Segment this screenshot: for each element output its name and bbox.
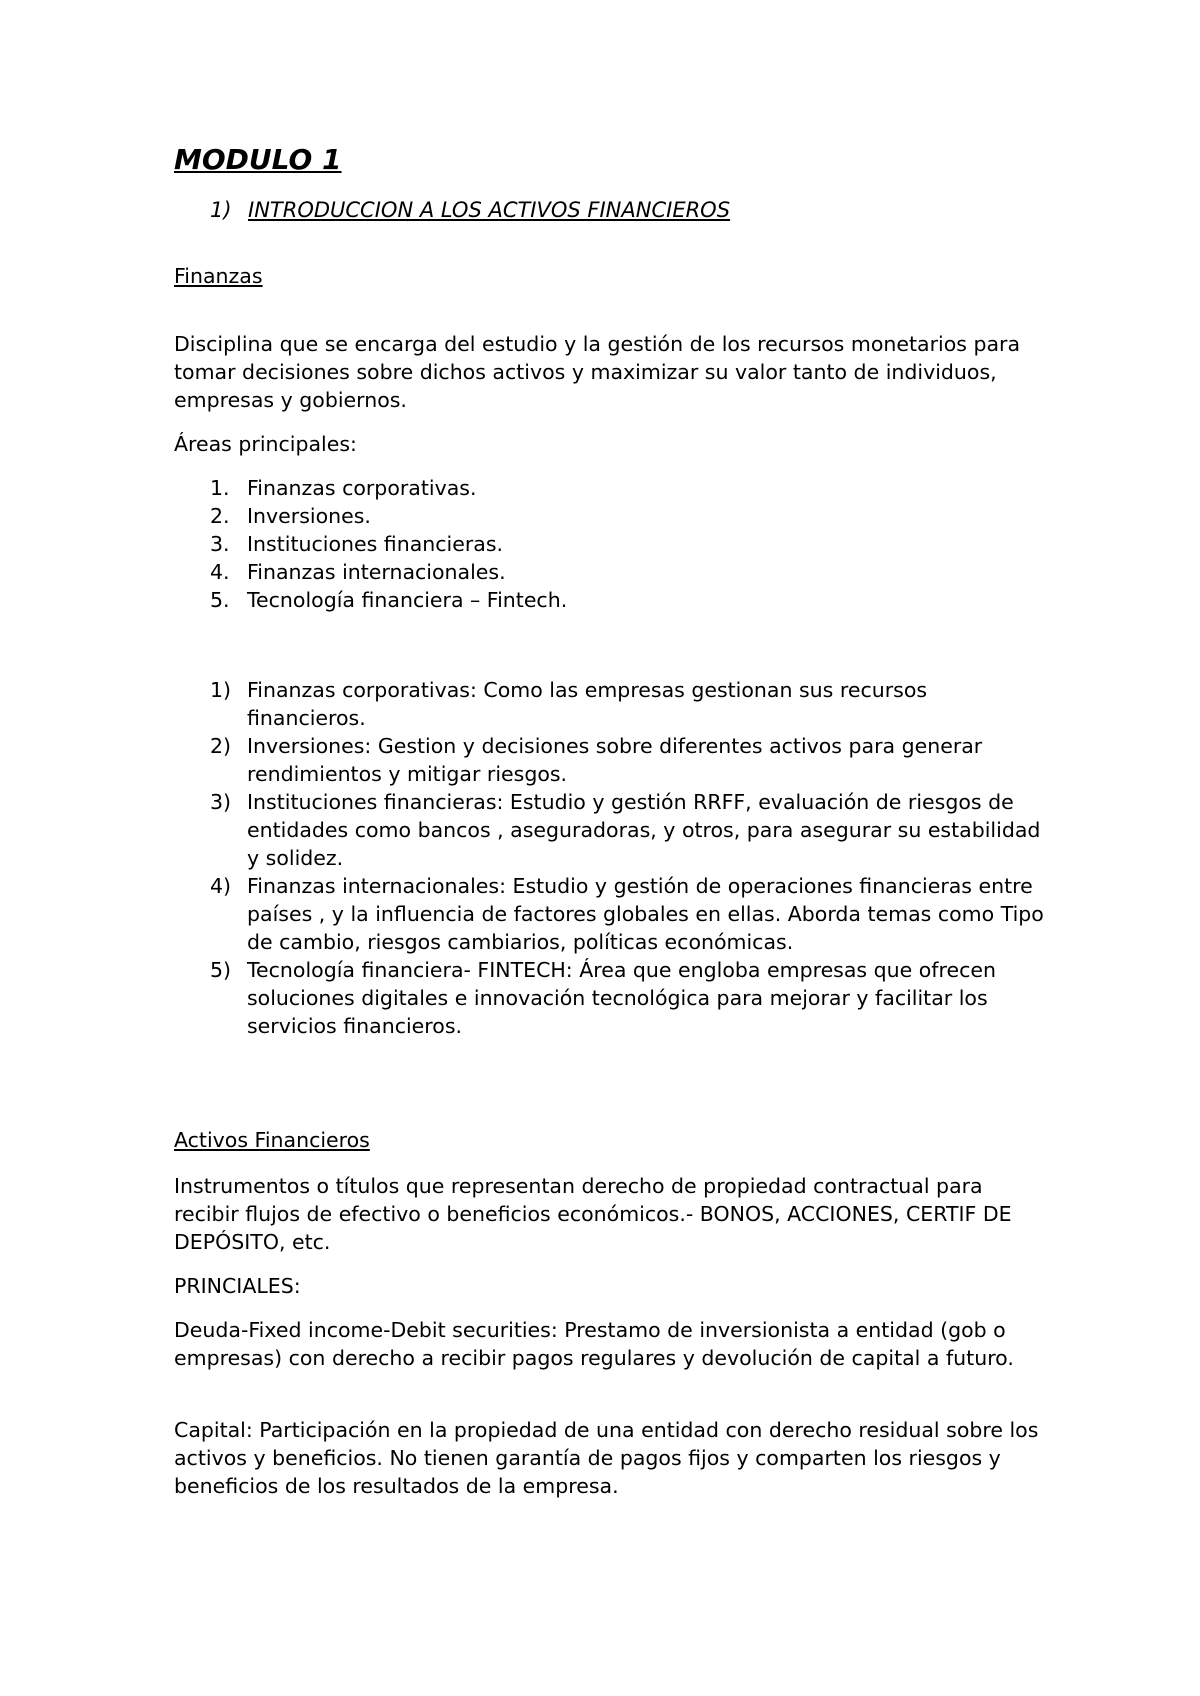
list-item-text: Finanzas internacionales. xyxy=(247,560,506,584)
capital-paragraph: Capital: Participación en la propiedad de una entidad con derecho residual sobre los activos y beneficios. No tienen garantía de pagos fijos y comparten los riesgos y beneficios de los resultados de la empresa. xyxy=(174,1418,1039,1498)
finanzas-definition-block xyxy=(174,330,1046,414)
list-marker: 2. xyxy=(210,504,230,528)
list-item-text: Inversiones. xyxy=(247,504,371,528)
finanzas-heading-block xyxy=(174,262,1054,290)
principales-label-block xyxy=(174,1272,1054,1300)
activos-heading-block xyxy=(174,1126,1054,1154)
list-marker: 5) xyxy=(210,958,232,982)
list-item-text: Inversiones: Gestion y decisiones sobre diferentes activos para generar rendimientos y mitigar riesgos. xyxy=(247,734,983,786)
finanzas-definition: Disciplina que se encarga del estudio y la gestión de los recursos monetarios para tomar decisiones sobre dichos activos y maximizar su valor tanto de individuos, empresas y gobiernos. xyxy=(174,332,1021,412)
list-item xyxy=(174,788,1046,872)
deuda-block xyxy=(174,1316,1046,1372)
areas-label: Áreas principales: xyxy=(174,432,357,456)
list-item xyxy=(174,558,1054,586)
list-marker: 1) xyxy=(210,678,232,702)
list-item-text: Finanzas internacionales: Estudio y gestión de operaciones financieras entre países , y la influencia de factores globales en ellas. Aborda temas como Tipo de cambio, riesgos cambiarios, políticas económicas. xyxy=(247,874,1044,954)
list-marker: 5. xyxy=(210,588,230,612)
activos-definition: Instrumentos o títulos que representan derecho de propiedad contractual para recibir flujos de efectivo o beneficios económicos.- BONOS, ACCIONES, CERTIF DE DEPÓSITO, etc. xyxy=(174,1174,1012,1254)
page-title: MODULO 1 xyxy=(174,143,342,176)
areas-label-block xyxy=(174,430,1054,458)
list-item xyxy=(174,530,1054,558)
finanzas-heading: Finanzas xyxy=(174,264,263,288)
subtitle-text: INTRODUCCION A LOS ACTIVOS FINANCIEROS xyxy=(248,198,731,222)
list-marker: 3. xyxy=(210,532,230,556)
list-item xyxy=(174,732,1046,788)
areas-list xyxy=(174,474,1054,614)
deuda-paragraph: Deuda-Fixed income-Debit securities: Prestamo de inversionista a entidad (gob o empresas) con derecho a recibir pagos regulares y devolución de capital a futuro. xyxy=(174,1318,1014,1370)
list-item xyxy=(174,586,1054,614)
activos-definition-block xyxy=(174,1172,1046,1256)
list-item xyxy=(174,872,1046,956)
principales-label: PRINCIALES: xyxy=(174,1274,301,1298)
list-marker: 3) xyxy=(210,790,232,814)
details-list xyxy=(174,676,1046,1040)
list-marker: 2) xyxy=(210,734,232,758)
activos-heading: Activos Financieros xyxy=(174,1128,370,1152)
capital-block xyxy=(174,1416,1046,1500)
list-item xyxy=(174,502,1054,530)
list-item-text: Tecnología financiera – Fintech. xyxy=(247,588,568,612)
list-item xyxy=(174,956,1046,1040)
list-item-text: Finanzas corporativas: Como las empresas gestionan sus recursos financieros. xyxy=(247,678,928,730)
list-marker: 4. xyxy=(210,560,230,584)
list-marker: 1. xyxy=(210,476,230,500)
list-item-text: Instituciones financieras: Estudio y gestión RRFF, evaluación de riesgos de entidades como bancos , aseguradoras, y otros, para asegurar su estabilidad y solidez. xyxy=(247,790,1041,870)
list-item-text: Instituciones financieras. xyxy=(247,532,504,556)
list-item xyxy=(174,676,1046,732)
subtitle-number: 1) xyxy=(210,198,232,222)
list-item xyxy=(174,474,1054,502)
list-item-text: Tecnología financiera- FINTECH: Área que engloba empresas que ofrecen soluciones digitales e innovación tecnológica para mejorar y facilitar los servicios financieros. xyxy=(247,958,996,1038)
section-subtitle xyxy=(210,196,730,224)
list-marker: 4) xyxy=(210,874,232,898)
list-item-text: Finanzas corporativas. xyxy=(247,476,477,500)
